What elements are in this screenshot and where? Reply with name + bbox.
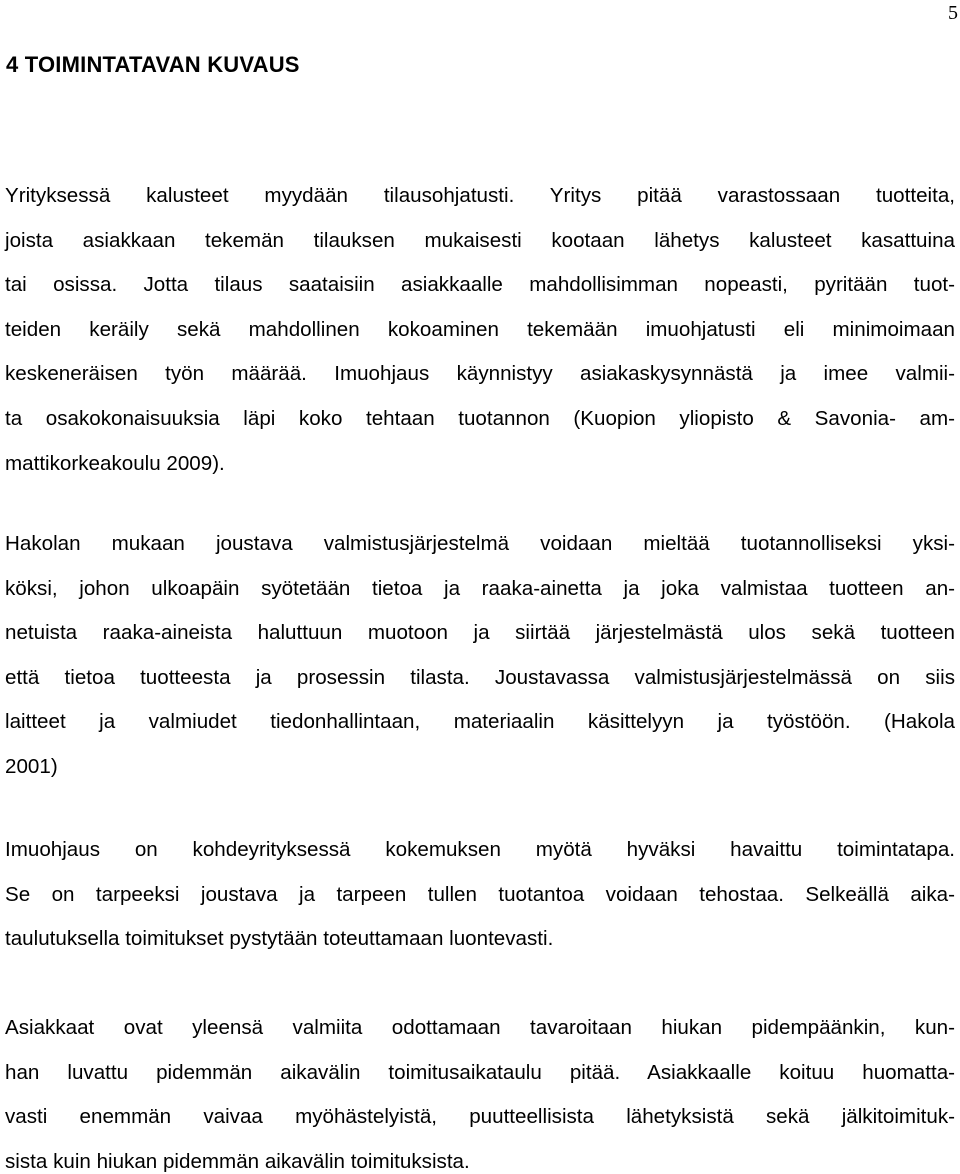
page-number: 5 xyxy=(948,2,958,24)
text-line: tai osissa. Jotta tilaus saataisiin asiakkaalle mahdollisimman nopeasti, pyritään tuot- xyxy=(5,273,955,297)
text-line: Imuohjaus on kohdeyrityksessä kokemuksen myötä hyväksi havaittu toimintatapa. xyxy=(5,838,955,861)
text-line: että tietoa tuotteesta ja prosessin tilasta. Joustavassa valmistusjärjestelmässä on siis xyxy=(5,665,955,689)
text-line: vasti enemmän vaivaa myöhästelyistä, puutteellisista lähetyksistä sekä jälkitoimituk- xyxy=(5,1105,955,1129)
text-line: taulutuksella toimitukset pystytään toteuttamaan luontevasti. xyxy=(5,927,554,951)
text-line: köksi, johon ulkoapäin syötetään tietoa ja raaka-ainetta ja joka valmistaa tuotteen an- xyxy=(5,576,955,600)
text-line: laitteet ja valmiudet tiedonhallintaan, materiaalin käsittelyyn ja työstöön. (Hakola xyxy=(5,710,955,734)
text-line: Asiakkaat ovat yleensä valmiita odottamaan tavaroitaan hiukan pidempäänkin, kun- xyxy=(5,1016,955,1039)
text-line: keskeneräisen työn määrää. Imuohjaus käynnistyy asiakaskysynnästä ja imee valmii- xyxy=(5,362,955,386)
text-line: netuista raaka-aineista haluttuun muotoon ja siirtää järjestelmästä ulos sekä tuotteen xyxy=(5,621,955,645)
text-line: 2001) xyxy=(5,755,58,778)
text-line: joista asiakkaan tekemän tilauksen mukaisesti kootaan lähetys kalusteet kasattuina xyxy=(5,228,955,252)
text-line: Hakolan mukaan joustava valmistusjärjestelmä voidaan mieltää tuotannolliseksi yksi- xyxy=(5,532,955,555)
text-line: sista kuin hiukan pidemmän aikavälin toimituksista. xyxy=(5,1149,470,1173)
text-line: ta osakokonaisuuksia läpi koko tehtaan tuotannon (Kuopion yliopisto & Savonia- am- xyxy=(5,407,955,430)
text-line: han luvattu pidemmän aikavälin toimitusaikataulu pitää. Asiakkaalle koituu huomatta- xyxy=(5,1060,955,1084)
section-heading: 4 TOIMINTATAVAN KUVAUS xyxy=(6,52,300,77)
text-line: mattikorkeakoulu 2009). xyxy=(5,451,225,475)
text-line: Yrityksessä kalusteet myydään tilausohjatusti. Yritys pitää varastossaan tuotteita, xyxy=(5,184,955,207)
text-line: Se on tarpeeksi joustava ja tarpeen tullen tuotantoa voidaan tehostaa. Selkeällä aika- xyxy=(5,882,955,906)
text-line: teiden keräily sekä mahdollinen kokoaminen tekemään imuohjatusti eli minimoimaan xyxy=(5,317,955,341)
